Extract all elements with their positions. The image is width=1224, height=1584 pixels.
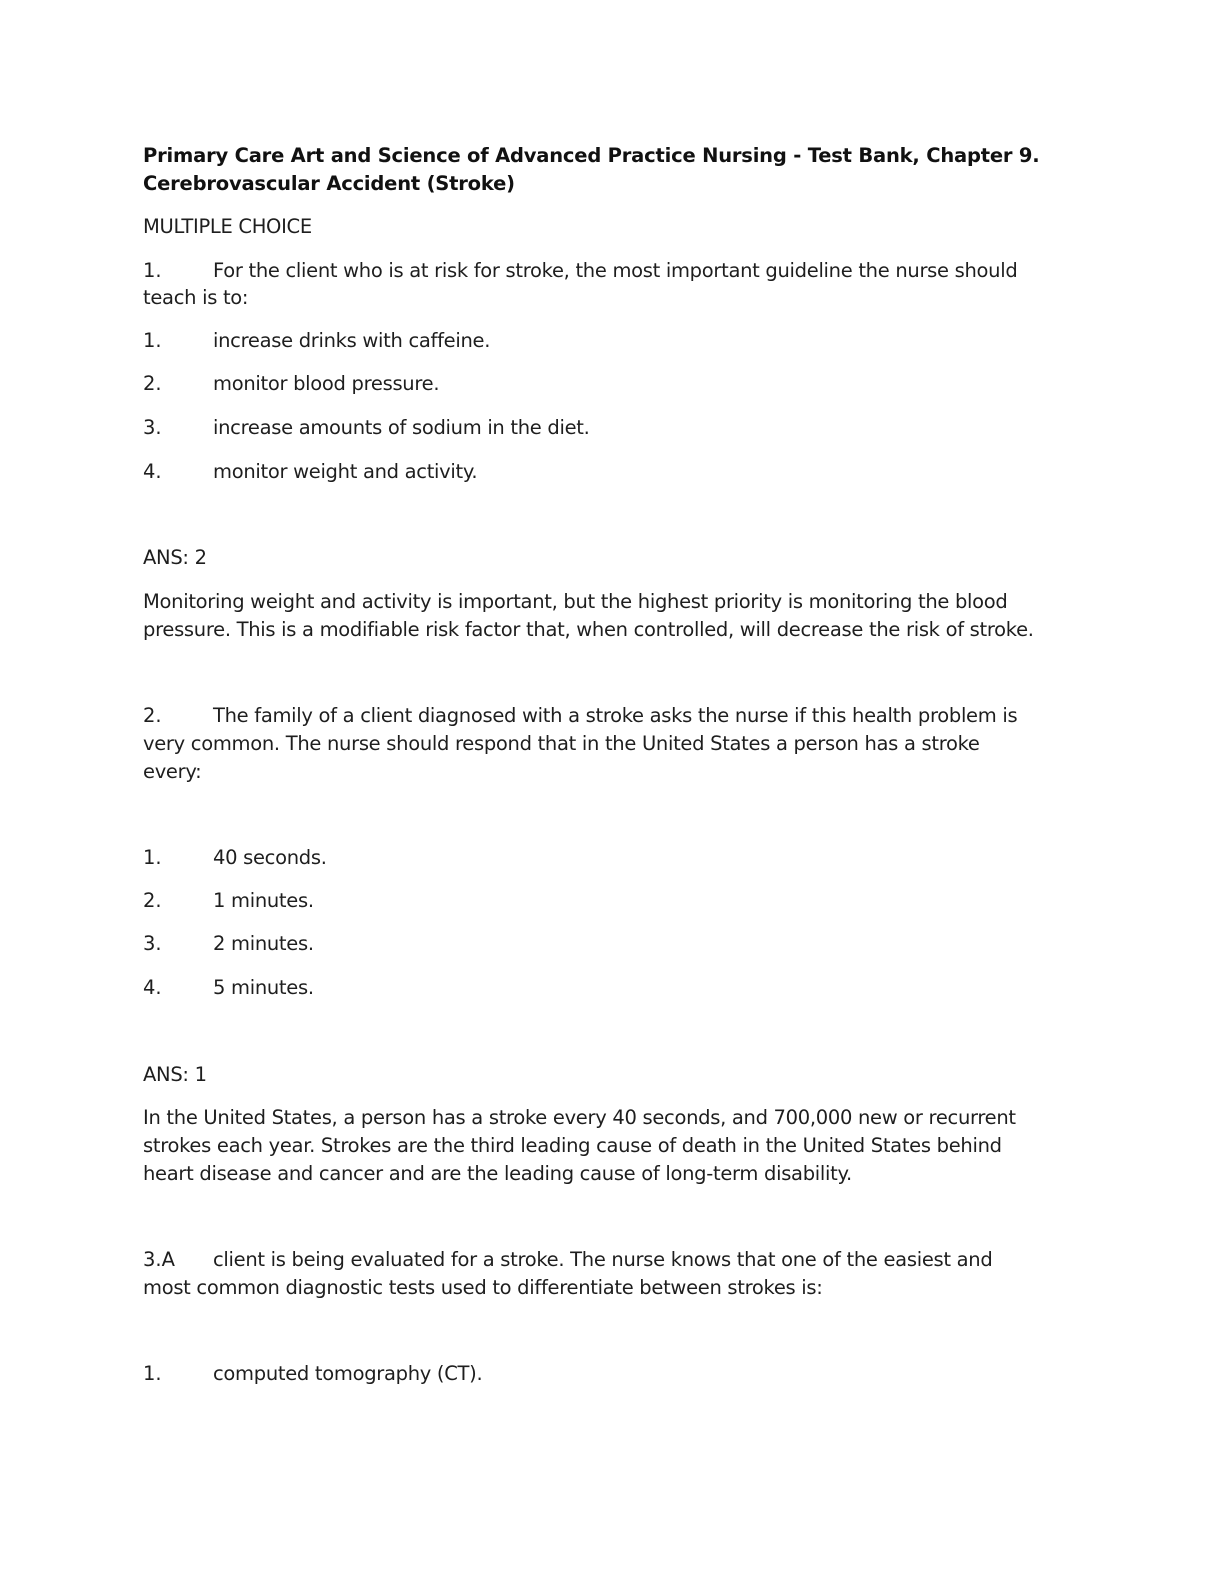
q1-option-1-text: increase drinks with caffeine.: [213, 329, 491, 352]
question-3-stem-line-1: client is being evaluated for a stroke. The nurse knows that one of the easiest and: [213, 1248, 993, 1271]
question-1-stem-line-2: teach is to:: [143, 286, 249, 309]
q1-option-4-text: monitor weight and activity.: [213, 460, 478, 483]
q2-option-4-number: 4.: [143, 976, 162, 999]
question-2-number: 2.: [143, 704, 162, 727]
q2-option-2-number: 2.: [143, 889, 162, 912]
question-3-number: 3.A: [143, 1248, 175, 1271]
document-title-line-2: Cerebrovascular Accident (Stroke): [143, 172, 515, 195]
q2-option-1-text: 40 seconds.: [213, 846, 327, 869]
q3-option-1-number: 1.: [143, 1362, 162, 1385]
q3-option-1-text: computed tomography (CT).: [213, 1362, 483, 1385]
question-1-number: 1.: [143, 259, 162, 282]
q2-option-3-number: 3.: [143, 932, 162, 955]
question-3-stem-line-2: most common diagnostic tests used to differentiate between strokes is:: [143, 1276, 823, 1299]
q2-option-1-number: 1.: [143, 846, 162, 869]
section-label: MULTIPLE CHOICE: [143, 215, 312, 238]
question-2-stem-line-1: The family of a client diagnosed with a stroke asks the nurse if this health problem is: [213, 704, 1018, 727]
question-2-stem-line-2: very common. The nurse should respond that in the United States a person has a stroke: [143, 732, 980, 755]
question-1-answer: ANS: 2: [143, 546, 207, 569]
question-1-rationale-line-1: Monitoring weight and activity is important, but the highest priority is monitoring the blood: [143, 590, 1008, 613]
question-2-stem-line-3: every:: [143, 760, 202, 783]
question-1-rationale-line-2: pressure. This is a modifiable risk factor that, when controlled, will decrease the risk of stroke.: [143, 618, 1034, 641]
question-2-rationale-line-3: heart disease and cancer and are the leading cause of long-term disability.: [143, 1162, 852, 1185]
q1-option-3-text: increase amounts of sodium in the diet.: [213, 416, 590, 439]
question-2-answer: ANS: 1: [143, 1063, 207, 1086]
q2-option-4-text: 5 minutes.: [213, 976, 314, 999]
question-2-rationale-line-2: strokes each year. Strokes are the third leading cause of death in the United States behind: [143, 1134, 1002, 1157]
question-1-stem-line-1: For the client who is at risk for stroke, the most important guideline the nurse should: [213, 259, 1018, 282]
q1-option-3-number: 3.: [143, 416, 162, 439]
q2-option-2-text: 1 minutes.: [213, 889, 314, 912]
document-title-line-1: Primary Care Art and Science of Advanced Practice Nursing - Test Bank, Chapter 9.: [143, 144, 1040, 167]
q2-option-3-text: 2 minutes.: [213, 932, 314, 955]
q1-option-4-number: 4.: [143, 460, 162, 483]
q1-option-2-number: 2.: [143, 372, 162, 395]
q1-option-1-number: 1.: [143, 329, 162, 352]
q1-option-2-text: monitor blood pressure.: [213, 372, 440, 395]
question-2-rationale-line-1: In the United States, a person has a stroke every 40 seconds, and 700,000 new or recurrent: [143, 1106, 1016, 1129]
